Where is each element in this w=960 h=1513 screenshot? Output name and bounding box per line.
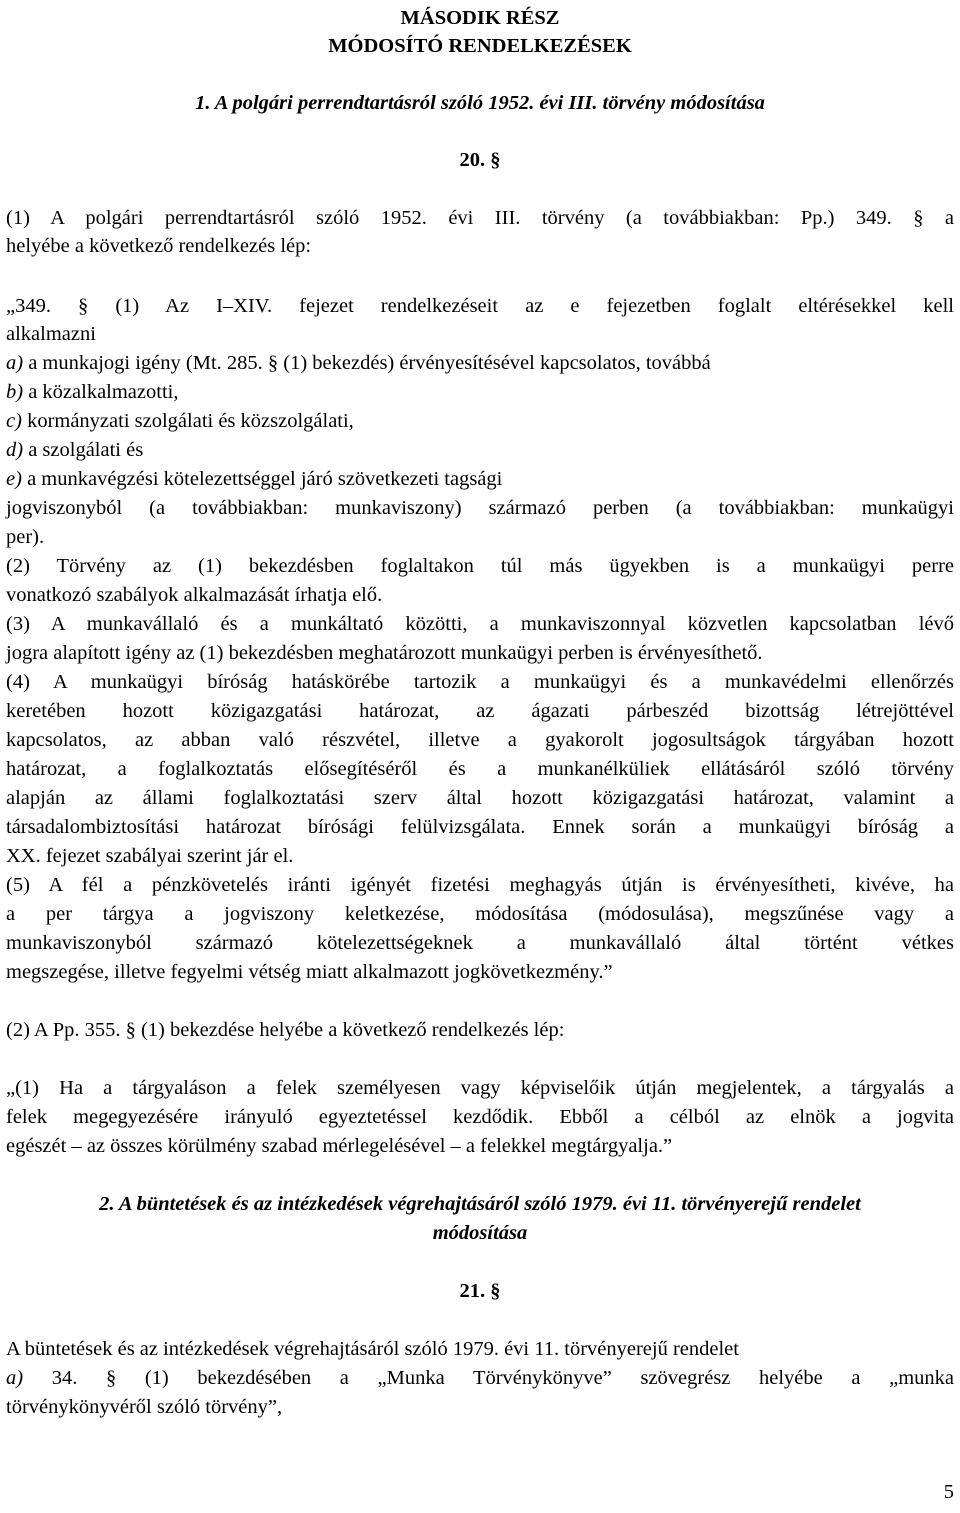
text-line: „(1) Ha a tárgyaláson a felek személyesen vagy képviselőik útján megjelentek, a tárgyalás a (6, 1077, 954, 1099)
text-line: (2) Törvény az (1) bekezdésben foglaltakon túl más ügyekben is a munkaügyi perre (6, 555, 954, 577)
part-title: MÁSODIK RÉSZ (400, 7, 560, 29)
text-line: (2) A Pp. 355. § (1) bekezdése helyébe a következő rendelkezés lép: (6, 1019, 565, 1041)
list-item (6, 1368, 954, 1389)
list-text: a munkavégzési kötelezettséggel járó szövetkezeti tagsági (21, 468, 503, 490)
text-line: jogviszonyból (a továbbiakban: munkaviszony) származó perben (a továbbiakban: munkaügyi (6, 497, 954, 519)
list-marker: a) (6, 1367, 24, 1389)
page-number: 5 (943, 1481, 954, 1503)
text-line: megszegése, illetve fegyelmi vétség miatt alkalmazott jogkövetkezmény.” (6, 961, 613, 983)
list-text: 34. § (1) bekezdésében a „Munka Törvénykönyve” szövegrész helyébe a „munka (23, 1367, 954, 1389)
list-item (6, 353, 954, 374)
list-text: a munkajogi igény (Mt. 285. § (1) bekezdés) érvényesítésével kapcsolatos, továbbá (23, 352, 711, 374)
text-line: A büntetések és az intézkedések végrehajtásáról szóló 1979. évi 11. törvényerejű rendelet (6, 1338, 739, 1360)
text-line: határozat, a foglalkoztatás elősegítéséről és a munkanélküliek ellátásáról szóló törvény (6, 758, 954, 780)
text-line: törvénykönyvéről szóló törvény”, (6, 1396, 283, 1418)
text-line: „349. § (1) Az I–XIV. fejezet rendelkezéseit az e fejezetben foglalt eltérésekkel kell (6, 295, 954, 317)
list-text: a szolgálati és (23, 439, 144, 461)
paragraph-21-number: 21. § (459, 1280, 501, 1302)
list-item (6, 440, 954, 461)
text-line: (1) A polgári perrendtartásról szóló 1952. évi III. törvény (a továbbiakban: Pp.) 349. § a (6, 207, 954, 229)
list-marker: d) (6, 439, 24, 461)
text-line: felek megegyezésére irányuló egyeztetéssel kezdődik. Ebből a célból az elnök a jogvita (6, 1106, 954, 1128)
text-line: vonatkozó szabályok alkalmazását írhatja elő. (6, 584, 383, 606)
section-2-heading: 2. A büntetések és az intézkedések végrehajtásáról szóló 1979. évi 11. törvényerejű rendelet (99, 1193, 861, 1215)
text-line: társadalombiztosítási határozat bírósági felülvizsgálata. Ennek során a munkaügyi bíróság a (6, 816, 954, 838)
text-line: keretében hozott közigazgatási határozat, az ágazati párbeszéd bizottság létrejöttével (6, 700, 954, 722)
text-line: per). (6, 526, 45, 548)
part-subtitle: MÓDOSÍTÓ RENDELKEZÉSEK (328, 35, 632, 57)
list-marker: e) (6, 468, 22, 490)
list-marker: c) (6, 410, 22, 432)
text-line: alkalmazni (6, 323, 96, 345)
paragraph-20-number: 20. § (459, 149, 501, 171)
text-line: munkaviszonyból származó kötelezettségeknek a munkavállaló által történt vétkes (6, 932, 954, 954)
section-1-heading: 1. A polgári perrendtartásról szóló 1952. évi III. törvény módosítása (195, 92, 765, 114)
text-line: (5) A fél a pénzkövetelés iránti igényét fizetési meghagyás útján is érvényesítheti, kivéve, ha (6, 874, 954, 896)
text-line: jogra alapított igény az (1) bekezdésben meghatározott munkaügyi perben is érvényesíthető. (6, 642, 763, 664)
text-line: helyébe a következő rendelkezés lép: (6, 235, 312, 257)
text-line: a per tárgya a jogviszony keletkezése, módosítása (módosulása), megszűnése vagy a (6, 903, 954, 925)
text-line: (3) A munkavállaló és a munkáltató közötti, a munkaviszonnyal közvetlen kapcsolatban lévő (6, 613, 954, 635)
text-line: alapján az állami foglalkoztatási szerv által hozott közigazgatási határozat, valamint a (6, 787, 954, 809)
list-text: a közalkalmazotti, (23, 381, 179, 403)
text-line: XX. fejezet szabályai szerint jár el. (6, 845, 294, 867)
text-line: kapcsolatos, az abban való részvétel, illetve a gyakorolt jogosultságok tárgyában hozott (6, 729, 954, 751)
section-2-heading: módosítása (432, 1222, 528, 1244)
list-item (6, 382, 954, 403)
text-line: (4) A munkaügyi bíróság hatáskörébe tartozik a munkaügyi és a munkavédelmi ellenőrzés (6, 671, 954, 693)
text-line: egészét – az összes körülmény szabad mérlegelésével – a felekkel megtárgyalja.” (6, 1135, 673, 1157)
list-marker: b) (6, 381, 24, 403)
list-marker: a) (6, 352, 24, 374)
list-item (6, 411, 954, 432)
list-text: kormányzati szolgálati és közszolgálati, (21, 410, 354, 432)
list-item (6, 469, 954, 490)
